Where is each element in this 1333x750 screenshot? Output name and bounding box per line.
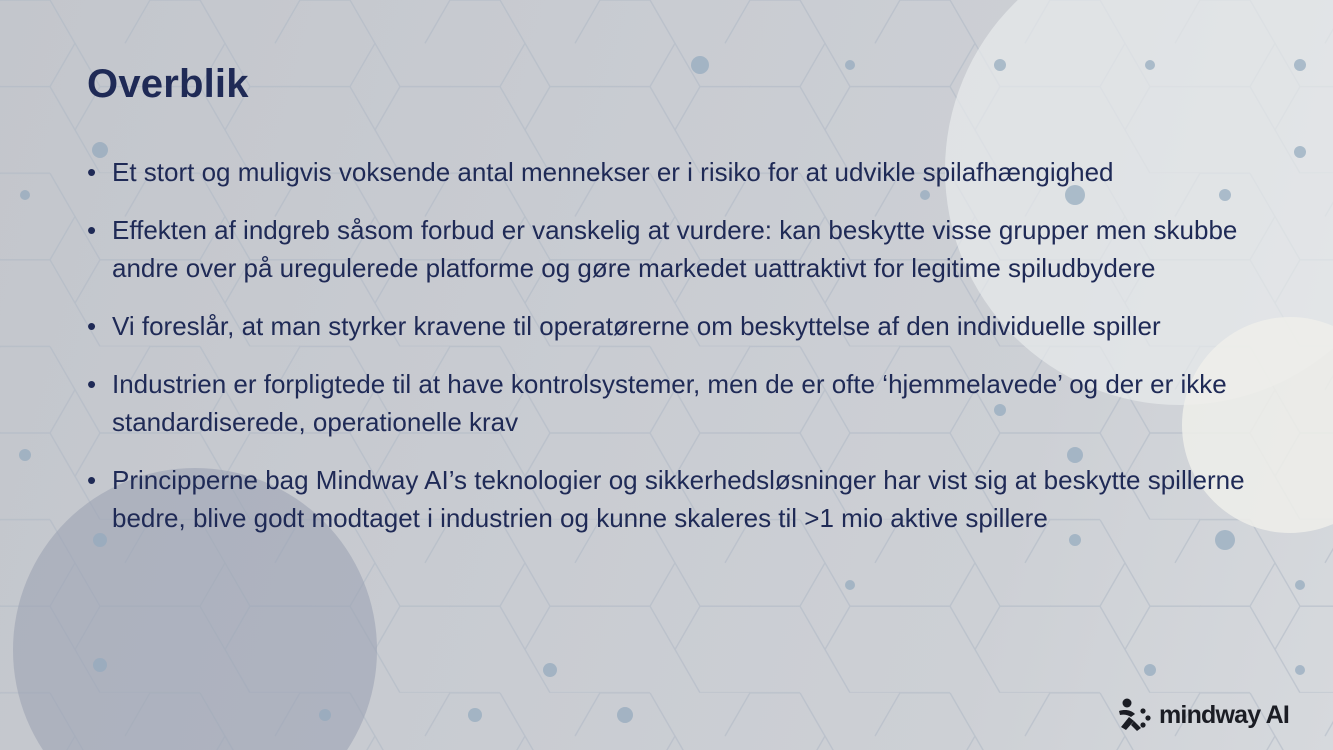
- bullet-item: [87, 365, 1247, 441]
- bullet-dot: •: [87, 215, 97, 245]
- bullet-item: [87, 153, 1247, 191]
- bullet-text: Et stort og muligvis voksende antal mennekser er i risiko for at udvikle spilafhængighed: [112, 157, 1114, 187]
- bullet-dot: •: [87, 311, 97, 341]
- mindway-logo: [1115, 695, 1289, 735]
- bullet-text: Industrien er forpligtede til at have kontrolsystemer, men de er ofte ‘hjemmelavede’ og der er ikke standardiserede, operationelle krav: [112, 369, 1227, 437]
- bullet-item: [87, 307, 1247, 345]
- mindway-figure-icon: [1115, 697, 1155, 733]
- slide-title: Overblik: [87, 62, 249, 106]
- bullet-item: [87, 211, 1247, 287]
- logo-text: mindway AI: [1159, 700, 1289, 729]
- bullet-text: Effekten af indgreb såsom forbud er vanskelig at vurdere: kan beskytte visse grupper men skubbe andre over på uregulerede platforme og gøre markedet uattraktivt for legitime spiludbydere: [112, 215, 1238, 283]
- bullet-text: Vi foreslår, at man styrker kravene til operatørerne om beskyttelse af den individuelle spiller: [112, 311, 1161, 341]
- bullet-dot: •: [87, 369, 97, 399]
- bullet-text: Principperne bag Mindway AI’s teknologier og sikkerhedsløsninger har vist sig at beskytte spillerne bedre, blive godt modtaget i industrien og kunne skaleres til >1 mio aktive spillere: [112, 465, 1245, 533]
- bullet-dot: •: [87, 465, 97, 495]
- bullet-dot: •: [87, 157, 97, 187]
- bullet-list: [87, 153, 1247, 557]
- bullet-item: [87, 461, 1247, 537]
